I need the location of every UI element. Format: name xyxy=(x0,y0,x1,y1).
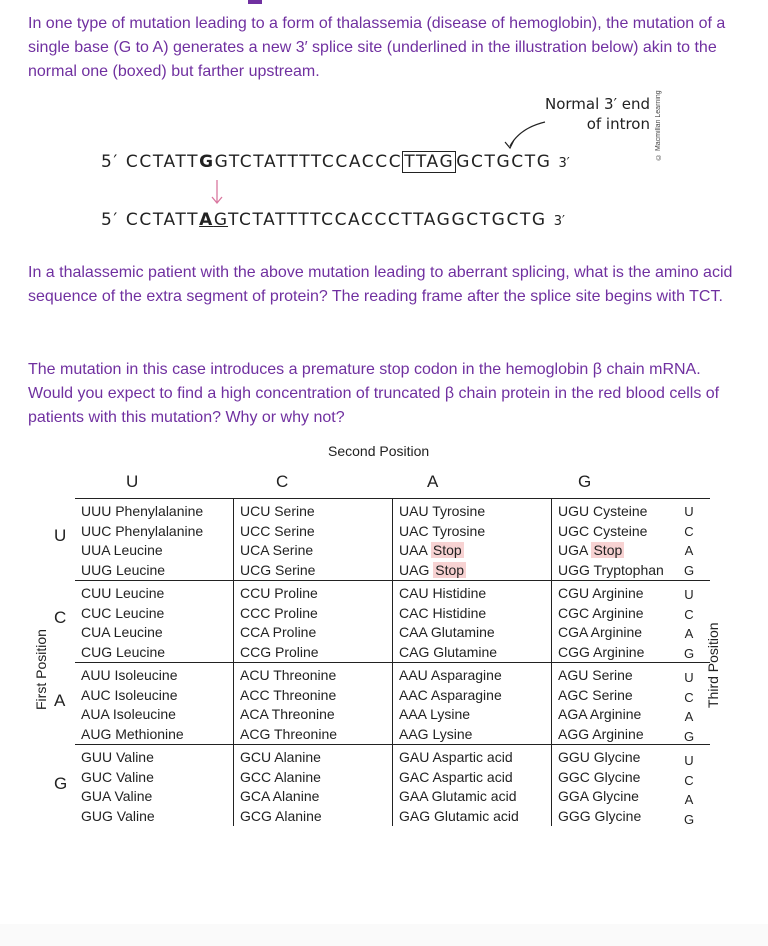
codon-text: UAG xyxy=(399,561,434,578)
third-position-letter: U xyxy=(684,753,694,768)
codon-text: CCU Proline xyxy=(240,585,318,601)
question2-paragraph: The mutation in this case introduces a premature stop codon in the hemoglobin β chain mRNA. Would you expect to find a high concentration of truncated β chain protein in the red blood cells of patients with this mutation? Why or why not? xyxy=(28,361,720,426)
codon-text: CUA Leucine xyxy=(81,624,163,640)
codon-text: UGU Cysteine xyxy=(558,503,648,519)
bottom-bar xyxy=(0,924,768,946)
col-header-a: A xyxy=(427,472,439,491)
question1-paragraph: In a thalassemic patient with the above mutation leading to aberrant splicing, what is the amino acid sequence of the extra segment of protein? The reading frame after the splice site begins with TCT. xyxy=(28,264,733,305)
normal-splice-site-boxed: TTAG xyxy=(404,152,455,172)
codon-cell xyxy=(234,522,393,542)
codon-text: UUG Leucine xyxy=(81,561,166,578)
codon-text: AAA Lysine xyxy=(399,706,471,722)
codon-text: UCU Serine xyxy=(240,503,315,519)
third-position-letter: C xyxy=(684,772,694,788)
table-row xyxy=(75,686,710,706)
codon-text: ACU Threonine xyxy=(240,667,337,683)
codon-table xyxy=(75,498,710,826)
table-row xyxy=(75,581,710,604)
row-letter-a: A xyxy=(54,691,66,710)
third-position-letter: G xyxy=(683,562,695,578)
codon-cell xyxy=(234,581,393,604)
codon-text: UGA xyxy=(558,542,592,558)
table-row xyxy=(75,807,710,827)
table-row xyxy=(75,663,710,686)
third-position-letter: A xyxy=(684,626,694,641)
seq1-part1: CCTATT xyxy=(125,152,200,172)
codon-cell xyxy=(75,499,234,522)
codon-text: ACG Threonine xyxy=(240,725,338,742)
codon-text: GCC Alanine xyxy=(240,768,321,785)
stop-highlight: Stop xyxy=(432,542,462,558)
codon-text: CUU Leucine xyxy=(81,585,165,601)
codon-text: CAC Histidine xyxy=(399,604,487,621)
codon-cell xyxy=(393,705,552,725)
codon-text: UGC Cysteine xyxy=(558,522,648,539)
third-position-letter: C xyxy=(684,689,694,705)
codon-cell xyxy=(75,725,234,745)
third-position-letter: U xyxy=(684,504,694,519)
codon-text: CAG Glutamine xyxy=(399,643,498,660)
codon-cell xyxy=(393,807,552,827)
third-position-letter: C xyxy=(684,523,694,539)
seq2-part2: TCTATTTTCCACCCTTAGGCTGCTG xyxy=(228,210,547,230)
codon-text: GAC Aspartic acid xyxy=(399,768,513,785)
codon-text: CGA Arginine xyxy=(558,624,643,640)
codon-text: AUG Methionine xyxy=(81,725,184,742)
codon-text: UUC Phenylalanine xyxy=(81,522,204,539)
codon-text: AGU Serine xyxy=(558,667,633,683)
table-row xyxy=(75,561,710,581)
codon-cell xyxy=(393,541,552,561)
table-row xyxy=(75,643,710,663)
codon-cell xyxy=(234,807,393,827)
seq2-mutation-base: A xyxy=(199,210,214,230)
codon-text: GCU Alanine xyxy=(240,749,321,765)
row-letter-g: G xyxy=(54,774,68,793)
codon-cell xyxy=(393,787,552,807)
normal-end-arrow xyxy=(510,122,545,146)
codon-cell xyxy=(393,499,552,522)
third-position-letter: G xyxy=(683,811,695,827)
codon-text: AGA Arginine xyxy=(558,706,642,722)
third-position-letter: G xyxy=(683,728,695,744)
codon-text: CCG Proline xyxy=(240,643,319,660)
codon-cell xyxy=(393,768,552,788)
table-row xyxy=(75,604,710,624)
codon-cell xyxy=(234,686,393,706)
seq2-5prime: 5′ xyxy=(101,210,119,230)
table-row xyxy=(75,541,710,561)
first-position-label: First Position xyxy=(33,629,49,710)
codon-text: AAC Asparagine xyxy=(399,686,502,703)
row-letter-c: C xyxy=(54,608,67,627)
codon-cell xyxy=(234,663,393,686)
codon-cell xyxy=(75,705,234,725)
codon-text: GUA Valine xyxy=(81,788,153,804)
codon-cell xyxy=(75,745,234,768)
codon-text: CAA Glutamine xyxy=(399,624,495,640)
codon-cell xyxy=(393,581,552,604)
table-row xyxy=(75,522,710,542)
codon-cell xyxy=(75,663,234,686)
row-letter-u: U xyxy=(54,526,67,545)
third-position-letter: A xyxy=(684,709,694,724)
codon-text: ACC Threonine xyxy=(240,686,337,703)
codon-text: UCG Serine xyxy=(240,561,316,578)
codon-cell xyxy=(75,581,234,604)
codon-text: AAG Lysine xyxy=(399,725,473,742)
codon-text: AGC Serine xyxy=(558,686,633,703)
third-position-letter: A xyxy=(684,792,694,807)
codon-cell xyxy=(234,725,393,745)
codon-text: GUG Valine xyxy=(81,807,155,824)
codon-text: UAU Tyrosine xyxy=(399,503,486,519)
codon-cell xyxy=(393,725,552,745)
intro-paragraph: In one type of mutation leading to a form of thalassemia (disease of hemoglobin), the mutation of a single base (G to A) generates a new 3′ splice site (underlined in the illustration below) akin to the normal one (boxed) but farther upstream. xyxy=(28,15,726,80)
codon-cell xyxy=(234,768,393,788)
codon-cell xyxy=(75,768,234,788)
new-splice-site-underlined: G xyxy=(213,210,229,230)
codon-text: UCA Serine xyxy=(240,542,314,558)
third-position-label: Third Position xyxy=(705,622,721,708)
codon-cell xyxy=(75,787,234,807)
codon-text: AUA Isoleucine xyxy=(81,706,176,722)
codon-text: CCA Proline xyxy=(240,624,317,640)
codon-text: UCC Serine xyxy=(240,522,315,539)
table-row xyxy=(75,705,710,725)
wildtype-sequence xyxy=(101,152,570,172)
normal-label-line2: of intron xyxy=(586,115,650,133)
codon-text: GUU Valine xyxy=(81,749,154,765)
seq1-part3: GCTGCTG xyxy=(456,152,552,172)
codon-text: UAC Tyrosine xyxy=(399,522,486,539)
seq1-mutation-base: G xyxy=(199,152,215,172)
seq1-part2: GTCTATTTTCCACCC xyxy=(214,152,403,172)
codon-cell xyxy=(75,686,234,706)
col-header-c: C xyxy=(276,472,289,491)
table-row xyxy=(75,623,710,643)
second-position-label: Second Position xyxy=(328,443,430,459)
codon-cell xyxy=(393,623,552,643)
col-header-u: U xyxy=(126,472,139,491)
seq1-5prime: 5′ xyxy=(101,152,119,172)
codon-cell xyxy=(234,561,393,581)
table-row xyxy=(75,787,710,807)
normal-label-line1: Normal 3′ end xyxy=(544,95,650,113)
codon-cell xyxy=(393,686,552,706)
codon-cell xyxy=(75,643,234,663)
codon-cell xyxy=(234,499,393,522)
col-header-g: G xyxy=(578,472,592,491)
codon-cell xyxy=(393,663,552,686)
codon-cell xyxy=(234,643,393,663)
codon-text: UAA xyxy=(399,542,431,558)
codon-text: GGC Glycine xyxy=(558,768,641,785)
codon-cell xyxy=(75,604,234,624)
seq1-3prime: 3′ xyxy=(558,156,570,171)
codon-text: UGG Tryptophan xyxy=(558,561,664,578)
codon-cell xyxy=(234,623,393,643)
third-position-letter: U xyxy=(684,670,694,685)
codon-text: GAA Glutamic acid xyxy=(399,788,517,804)
codon-text: AUU Isoleucine xyxy=(81,667,178,683)
seq2-part1: CCTATT xyxy=(125,210,200,230)
table-row xyxy=(75,499,710,522)
codon-cell xyxy=(393,522,552,542)
codon-text: CAU Histidine xyxy=(399,585,487,601)
codon-text: GAG Glutamic acid xyxy=(399,807,519,824)
codon-text: UUU Phenylalanine xyxy=(81,503,204,519)
codon-cell xyxy=(234,604,393,624)
table-row xyxy=(75,745,710,768)
codon-cell xyxy=(75,623,234,643)
codon-text: GCG Alanine xyxy=(240,807,322,824)
codon-cell xyxy=(75,807,234,827)
codon-cell xyxy=(393,745,552,768)
stop-highlight: Stop xyxy=(593,542,623,558)
codon-cell xyxy=(393,643,552,663)
codon-text: GGG Glycine xyxy=(558,807,642,824)
codon-cell xyxy=(75,522,234,542)
codon-cell xyxy=(234,745,393,768)
codon-text: CCC Proline xyxy=(240,604,318,621)
codon-text: CUG Leucine xyxy=(81,643,166,660)
third-position-letter: U xyxy=(684,587,694,602)
codon-cell xyxy=(234,541,393,561)
codon-cell xyxy=(75,541,234,561)
codon-text: GGU Glycine xyxy=(558,749,641,765)
third-position-letter: C xyxy=(684,606,694,622)
third-position-letter: A xyxy=(684,543,694,558)
codon-text: ACA Threonine xyxy=(240,706,335,722)
codon-text: AUC Isoleucine xyxy=(81,686,178,703)
codon-text: GCA Alanine xyxy=(240,788,320,804)
table-row xyxy=(75,768,710,788)
table-row xyxy=(75,725,710,745)
codon-cell xyxy=(393,604,552,624)
codon-text: GUC Valine xyxy=(81,768,154,785)
mutant-sequence xyxy=(101,210,565,230)
codon-text: AAU Asparagine xyxy=(399,667,502,683)
codon-cell xyxy=(234,705,393,725)
codon-text: CGU Arginine xyxy=(558,585,644,601)
third-position-letter: G xyxy=(683,645,695,661)
codon-text: UUA Leucine xyxy=(81,542,163,558)
codon-text: GGA Glycine xyxy=(558,788,639,804)
codon-text: GAU Aspartic acid xyxy=(399,749,513,765)
codon-text: CUC Leucine xyxy=(81,604,165,621)
credit-text: © Macmillan Learning xyxy=(655,90,662,160)
codon-text: CGG Arginine xyxy=(558,643,645,660)
seq2-3prime: 3′ xyxy=(553,214,565,229)
codon-cell xyxy=(75,561,234,581)
codon-cell xyxy=(393,561,552,581)
codon-cell xyxy=(234,787,393,807)
codon-text: AGG Arginine xyxy=(558,725,644,742)
stop-highlight: Stop xyxy=(435,561,465,578)
codon-text: CGC Arginine xyxy=(558,604,644,621)
